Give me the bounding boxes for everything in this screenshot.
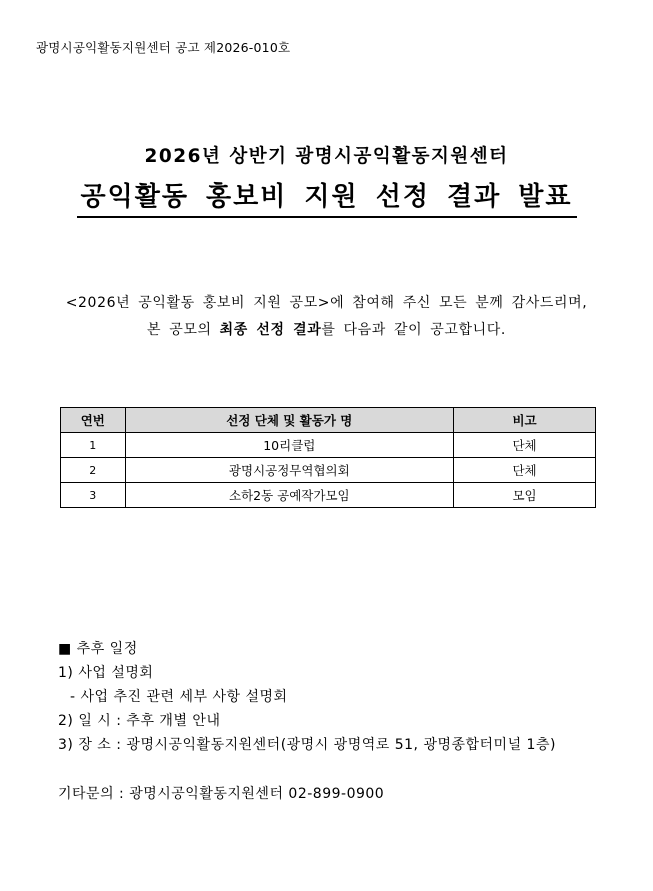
intro-line-2 (0, 317, 653, 344)
schedule-heading: ■ 추후 일정 (58, 641, 138, 657)
table-header-row (61, 408, 596, 433)
intro-line-2-post: 를 다음과 같이 공고합니다. (321, 322, 506, 338)
document-title: 공익활동 홍보비 지원 선정 결과 발표 (77, 176, 577, 218)
intro-line-1: <2026년 공익활동 홍보비 지원 공모>에 참여해 주신 모든 분께 감사드리며, (65, 295, 588, 311)
schedule-item-3: 3) 장 소 : 광명시공익활동지원센터(광명시 광명역로 51, 광명종합터미널 1층) (58, 737, 556, 753)
contact-info: 기타문의 : 광명시공익활동지원센터 02-899-0900 (58, 786, 385, 802)
header-no: 연번 (61, 408, 126, 433)
schedule-item-1-detail: - 사업 추진 관련 세부 사항 설명회 (70, 689, 288, 705)
row-no: 1 (61, 433, 126, 458)
header-name: 선정 단체 및 활동가 명 (125, 408, 453, 433)
header-note: 비고 (454, 408, 596, 433)
intro-paragraph (0, 290, 653, 344)
schedule-item-2: 2) 일 시 : 추후 개별 안내 (58, 713, 221, 729)
row-note: 단체 (454, 458, 596, 483)
schedule-section (58, 637, 556, 757)
row-name: 소하2동 공예작가모임 (125, 483, 453, 508)
row-note: 모임 (454, 483, 596, 508)
table-row (61, 433, 596, 458)
selection-result-table (60, 407, 596, 508)
table-row (61, 458, 596, 483)
intro-line-2-bold: 최종 선정 결과 (219, 322, 322, 338)
intro-line-2-pre: 본 공모의 (147, 322, 220, 338)
schedule-item-1: 1) 사업 설명회 (58, 665, 154, 681)
row-note: 단체 (454, 433, 596, 458)
notice-number: 광명시공익활동지원센터 공고 제2026-010호 (36, 40, 291, 55)
row-no: 3 (61, 483, 126, 508)
table-row (61, 483, 596, 508)
document-subtitle: 2026년 상반기 광명시공익활동지원센터 (144, 146, 509, 167)
row-name: 10리클럽 (125, 433, 453, 458)
document-title-wrapper (0, 176, 653, 218)
row-name: 광명시공정무역협의회 (125, 458, 453, 483)
row-no: 2 (61, 458, 126, 483)
